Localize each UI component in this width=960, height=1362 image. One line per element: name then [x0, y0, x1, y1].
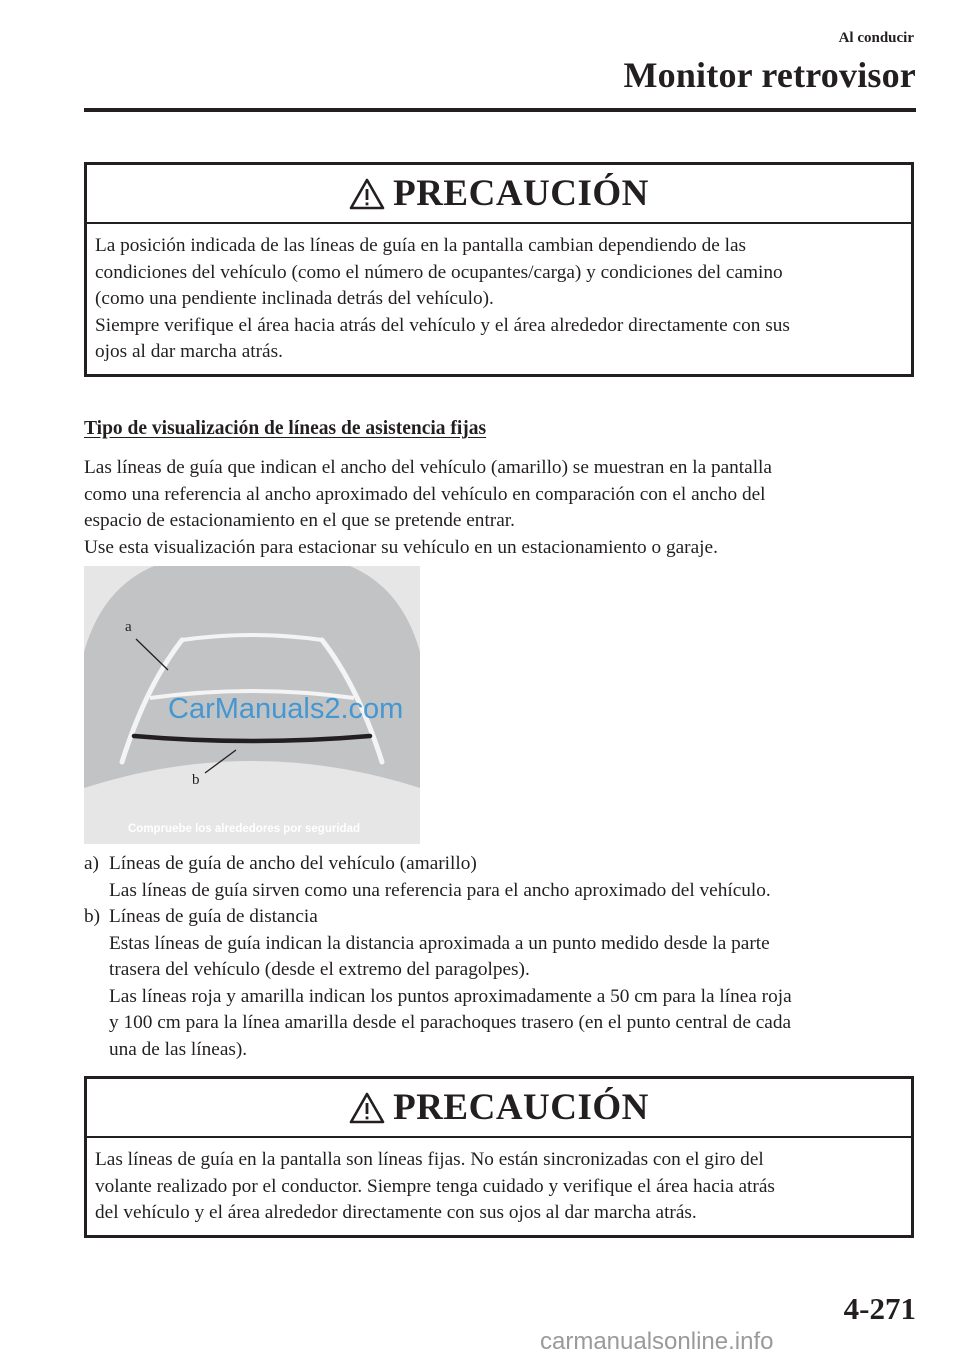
- caution-header: [87, 165, 911, 224]
- header-section: Al conducir: [838, 30, 914, 46]
- paragraph-line: espacio de estacionamiento en el que se pretende entrar.: [84, 510, 515, 531]
- site-watermark: CarManuals2.com: [168, 693, 404, 725]
- warning-triangle-icon: [349, 1092, 385, 1124]
- label-b: b: [192, 772, 200, 788]
- caution-body: [87, 224, 911, 374]
- paragraph-line: Use esta visualización para estacionar su vehículo en un estacionamiento o garaje.: [84, 536, 718, 558]
- section-paragraph: [84, 455, 914, 561]
- footer-watermark: carmanualsonline.info: [540, 1328, 774, 1355]
- legend-item-a: [84, 851, 914, 878]
- header-rule: [84, 108, 916, 112]
- caution-line: volante realizado por el conductor. Siempre tenga cuidado y verifique el área hacia atrás: [95, 1175, 775, 1197]
- caution-title: PRECAUCIÓN: [393, 173, 649, 214]
- caution-line: del vehículo y el área alrededor directamente con sus ojos al dar marcha atrás.: [95, 1202, 697, 1223]
- legend-line: Estas líneas de guía indican la distancia aproximada a un punto medido desde la parte: [109, 932, 770, 954]
- legend-desc-b: [84, 931, 914, 1064]
- caution-line: ojos al dar marcha atrás.: [95, 341, 283, 362]
- screen-caption: Compruebe los alrededores por seguridad: [128, 823, 360, 835]
- paragraph-line: Las líneas de guía que indican el ancho del vehículo (amarillo) se muestran en la pantalla: [84, 457, 772, 478]
- legend-key: a): [84, 853, 99, 874]
- legend-line: y 100 cm para la línea amarilla desde el parachoques trasero (en el punto central de cada: [109, 1012, 792, 1033]
- legend-list: [84, 851, 914, 1063]
- warning-triangle-icon: [349, 178, 385, 210]
- caution-line: Las líneas de guía en la pantalla son líneas fijas. No están sincronizadas con el giro del: [95, 1149, 764, 1170]
- legend-title: Líneas de guía de ancho del vehículo (amarillo): [109, 853, 477, 874]
- caution-title: PRECAUCIÓN: [393, 1087, 649, 1128]
- legend-line: trasera del vehículo (desde el extremo del paragolpes).: [109, 959, 530, 980]
- label-a: a: [125, 619, 132, 635]
- caution-line: condiciones del vehículo (como el número de ocupantes/carga) y condiciones del camino: [95, 261, 783, 283]
- legend-line: Las líneas de guía sirven como una referencia para el ancho aproximado del vehículo.: [109, 879, 771, 901]
- caution-header: [87, 1079, 911, 1138]
- caution-box-1: [84, 162, 914, 377]
- caution-line: (como una pendiente inclinada detrás del vehículo).: [95, 288, 494, 309]
- page-number: 4-271: [843, 1291, 916, 1326]
- caution-line: La posición indicada de las líneas de guía en la pantalla cambian dependiendo de las: [95, 235, 747, 256]
- paragraph-line: como una referencia al ancho aproximado del vehículo en comparación con el ancho del: [84, 483, 766, 505]
- legend-key: b): [84, 906, 101, 927]
- legend-line: una de las líneas).: [109, 1038, 248, 1060]
- legend-line: Las líneas roja y amarilla indican los puntos aproximadamente a 50 cm para la línea roja: [109, 985, 792, 1007]
- section-heading: Tipo de visualización de líneas de asistencia fijas: [84, 418, 487, 439]
- rear-camera-figure: [84, 566, 420, 844]
- legend-title: Líneas de guía de distancia: [109, 906, 318, 927]
- caution-box-2: [84, 1076, 914, 1238]
- legend-desc-a: [84, 878, 914, 905]
- legend-item-b: [84, 904, 914, 931]
- page-title: Monitor retrovisor: [623, 55, 916, 95]
- caution-line: Siempre verifique el área hacia atrás del vehículo y el área alrededor directamente con sus: [95, 314, 790, 336]
- rear-camera-screen-illustration: [84, 566, 420, 844]
- caution-body: [87, 1138, 911, 1235]
